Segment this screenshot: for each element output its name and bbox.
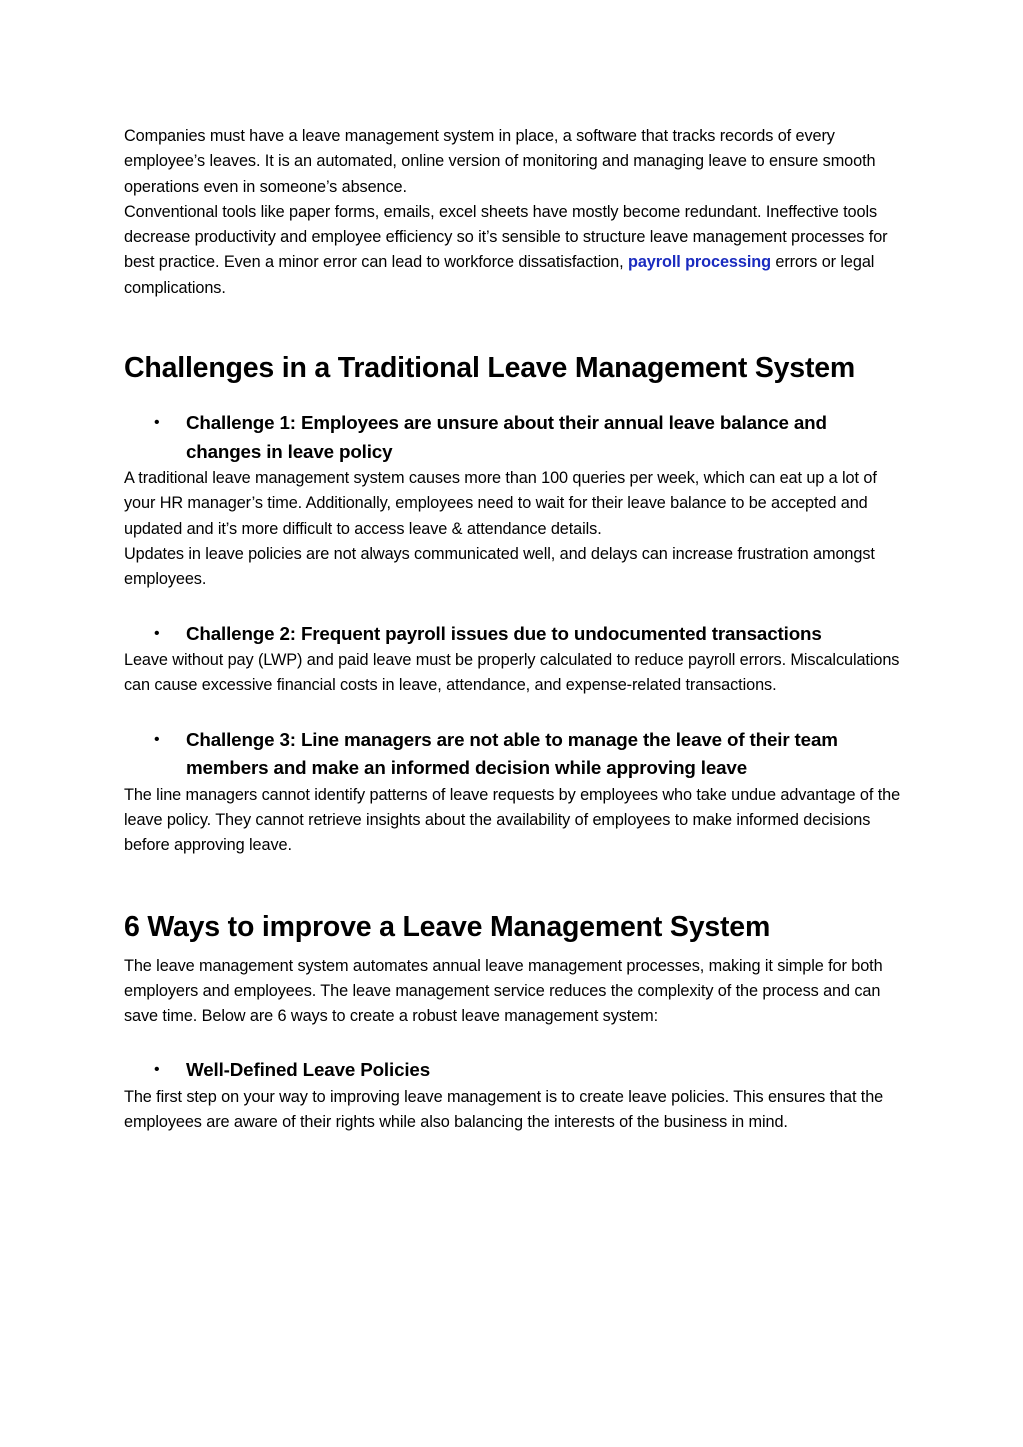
- document-page: [124, 124, 904, 1136]
- challenge-1-bullet: [124, 409, 904, 466]
- challenge-3-bullet: [124, 726, 904, 783]
- way-1-bullet: [124, 1056, 904, 1085]
- bullet-icon: •: [154, 624, 160, 642]
- challenge-1-title: Challenge 1: Employees are unsure about their annual leave balance and changes in leave policy: [186, 412, 827, 462]
- challenge-2-paragraph-1: Leave without pay (LWP) and paid leave must be properly calculated to reduce payroll errors. Miscalculations can cause excessive financial costs in leave, attendance, and expense-related transactions.: [124, 651, 900, 695]
- challenges-heading: Challenges in a Traditional Leave Management System: [124, 352, 856, 385]
- intro-paragraph-2-text-after: errors or legal complications.: [124, 253, 875, 297]
- ways-heading: 6 Ways to improve a Leave Management System: [124, 910, 771, 943]
- intro-paragraph-1: Companies must have a leave management system in place, a software that tracks records of every employee’s leaves. It is an automated, online version of monitoring and managing leave to ensure smooth operations even in someone’s absence.: [124, 127, 876, 196]
- bullet-icon: •: [154, 414, 160, 432]
- intro-paragraph-2: [124, 200, 904, 301]
- bullet-icon: •: [154, 1061, 160, 1079]
- challenge-2-bullet: [124, 620, 904, 649]
- way-1-paragraph-1: The first step on your way to improving leave management is to create leave policies. This ensures that the employees are aware of their rights while also balancing the interests of the business in mind.: [124, 1087, 884, 1132]
- challenge-3-paragraph-1: The line managers cannot identify patterns of leave requests by employees who take undue advantage of the leave policy. They cannot retrieve insights about the availability of employees to make informed decisions before approving leave.: [124, 785, 901, 855]
- challenge-2-title: Challenge 2: Frequent payroll issues due to undocumented transactions: [186, 622, 822, 644]
- intro-paragraph-2-text-before: Conventional tools like paper forms, emails, excel sheets have mostly become redundant. Ineffective tools decrease productivity and employee efficiency so it’s sensible to structure leave management processes for best practice. Even a minor error can lead to workforce dissatisfaction,: [124, 202, 888, 272]
- bullet-icon: •: [154, 730, 160, 748]
- challenge-1-paragraph-2: Updates in leave policies are not always communicated well, and delays can increase frustration amongst employees.: [124, 544, 875, 589]
- challenge-1-paragraph-1: A traditional leave management system causes more than 100 queries per week, which can eat up a lot of your HR manager’s time. Additionally, employees need to wait for their leave balance to be accepted and updated and it’s more difficult to access leave & attendance details.: [124, 469, 877, 538]
- way-1-title: Well-Defined Leave Policies: [186, 1059, 431, 1081]
- payroll-processing-link[interactable]: payroll processing: [627, 253, 771, 272]
- challenge-3-title: Challenge 3: Line managers are not able to manage the leave of their team members and make an informed decision while approving leave: [186, 728, 838, 779]
- ways-intro-paragraph: The leave management system automates annual leave management processes, making it simple for both employers and employees. The leave management service reduces the complexity of the process and can save time. Below are 6 ways to create a robust leave management system:: [124, 956, 883, 1026]
